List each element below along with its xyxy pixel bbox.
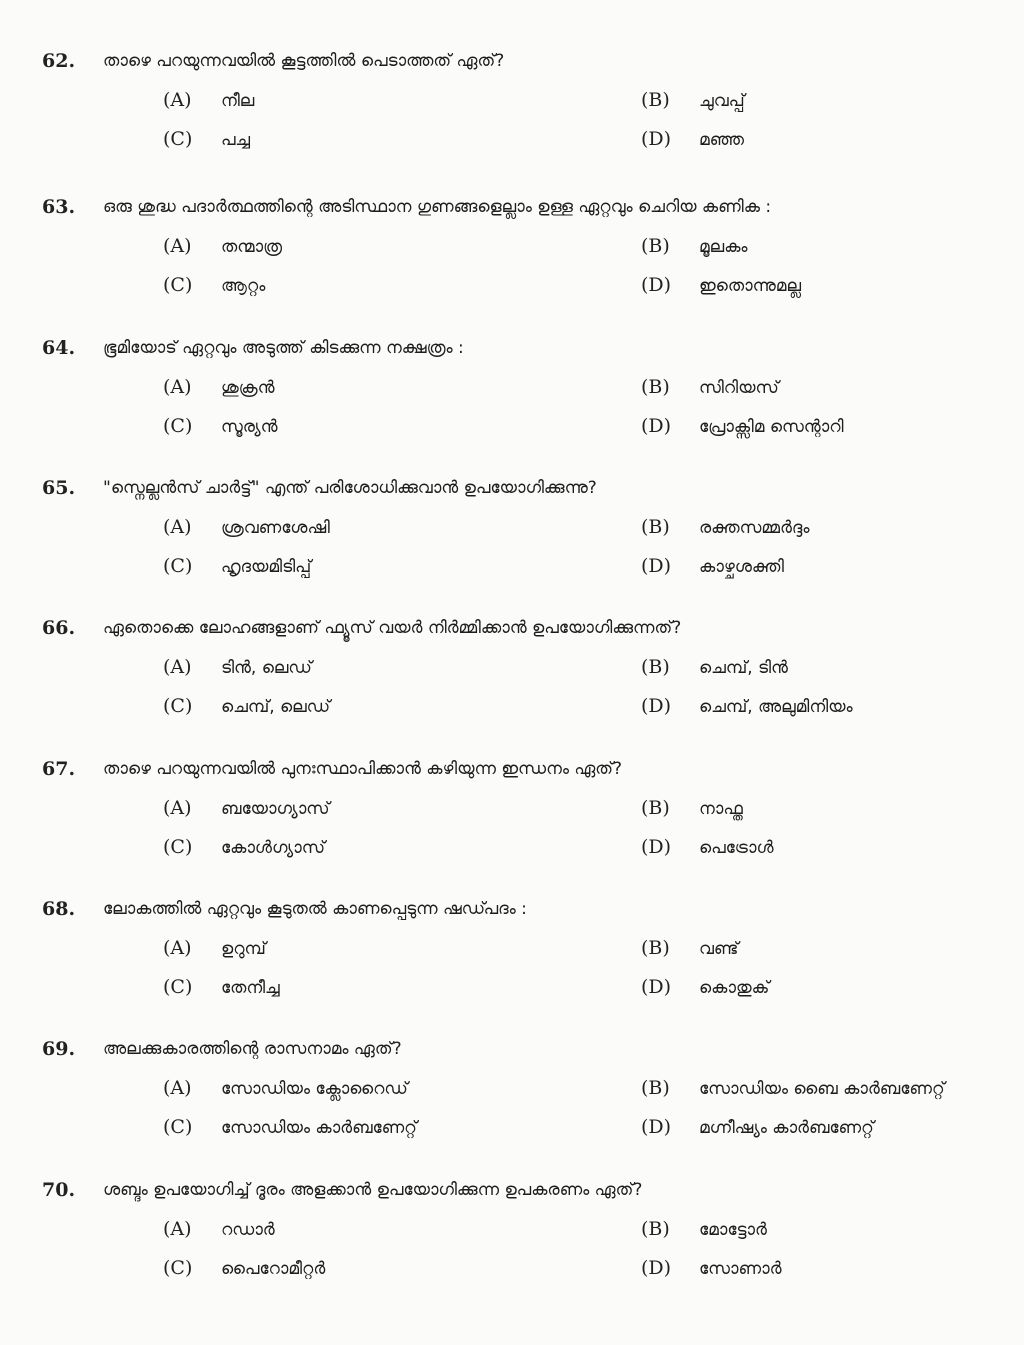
- option-letter: (B): [641, 1218, 670, 1240]
- question-64: [0, 335, 1024, 465]
- question-number: 65.: [42, 477, 76, 499]
- option-b: [641, 232, 748, 260]
- question-68: [0, 896, 1024, 1026]
- option-letter: (A): [163, 1218, 192, 1240]
- option-d: [641, 412, 844, 440]
- option-letter: (D): [641, 836, 672, 858]
- option-c: [163, 973, 280, 1001]
- option-c: [163, 692, 330, 720]
- question-number: 62.: [42, 50, 76, 72]
- option-d: [641, 271, 801, 299]
- option-letter: (C): [163, 695, 193, 717]
- question-66: [0, 615, 1024, 745]
- option-letter: (B): [641, 937, 670, 959]
- option-text: റഡാർ: [221, 1220, 275, 1240]
- question-65: [0, 475, 1024, 605]
- option-text: മഞ്ഞ: [699, 130, 745, 150]
- option-text: ഹൃദയമിടിപ്പ്: [221, 557, 312, 577]
- option-text: ശുക്രൻ: [221, 378, 275, 398]
- option-text: തേനീച്ച: [221, 978, 280, 998]
- option-text: കൊതുക്: [699, 978, 770, 998]
- option-letter: (C): [163, 415, 193, 437]
- option-a: [163, 1215, 275, 1243]
- option-b: [641, 86, 745, 114]
- option-text: സോഡിയം ക്ലോറൈഡ്: [221, 1079, 408, 1099]
- question-number: 68.: [42, 898, 76, 920]
- option-c: [163, 412, 278, 440]
- option-text: സോഡിയം കാർബണേറ്റ്: [221, 1118, 418, 1138]
- option-text: ടിൻ, ലെഡ്: [221, 658, 312, 678]
- option-letter: (B): [641, 89, 670, 111]
- question-62: [0, 48, 1024, 178]
- option-c: [163, 833, 325, 861]
- question-text: താഴെ പറയുന്നവയിൽ പുനഃസ്ഥാപിക്കാൻ കഴിയുന്ന ഇന്ധനം ഏത്?: [103, 759, 623, 779]
- option-text: ശ്രവണശേഷി: [221, 518, 330, 538]
- option-b: [641, 373, 779, 401]
- option-c: [163, 1113, 417, 1141]
- option-letter: (D): [641, 695, 672, 717]
- option-d: [641, 973, 769, 1001]
- option-letter: (C): [163, 1116, 193, 1138]
- option-c: [163, 125, 250, 153]
- option-d: [641, 1113, 874, 1141]
- option-text: സിറിയസ്: [699, 378, 779, 398]
- option-letter: (B): [641, 656, 670, 678]
- question-text: ഏതൊക്കെ ലോഹങ്ങളാണ് ഫ്യൂസ് വയർ നിർമ്മിക്കാൻ ഉപയോഗിക്കുന്നത്?: [103, 618, 682, 638]
- question-text: അലക്കുകാരത്തിന്റെ രാസനാമം ഏത്?: [103, 1039, 402, 1059]
- question-63: [0, 194, 1024, 324]
- option-a: [163, 232, 282, 260]
- option-text: ചെമ്പ്, ടിൻ: [699, 658, 788, 678]
- option-text: വണ്ട്: [699, 939, 739, 959]
- option-c: [163, 1254, 325, 1282]
- option-letter: (A): [163, 797, 192, 819]
- option-b: [641, 1074, 945, 1102]
- option-b: [641, 794, 743, 822]
- question-number: 66.: [42, 617, 76, 639]
- question-70: [0, 1177, 1024, 1307]
- option-letter: (D): [641, 976, 672, 998]
- option-text: തന്മാത്ര: [221, 237, 282, 257]
- option-letter: (A): [163, 376, 192, 398]
- option-text: ചെമ്പ്, ലെഡ്: [221, 697, 331, 717]
- option-text: ചെമ്പ്, അലുമിനിയം: [699, 697, 853, 717]
- option-text: ഉറുമ്പ്: [221, 939, 266, 959]
- option-text: ഇതൊന്നുമല്ല: [699, 276, 801, 296]
- option-a: [163, 86, 254, 114]
- option-text: സൂര്യൻ: [221, 417, 278, 437]
- option-text: സോണാർ: [699, 1259, 782, 1279]
- option-letter: (D): [641, 274, 672, 296]
- option-b: [641, 653, 788, 681]
- option-letter: (A): [163, 89, 192, 111]
- option-d: [641, 833, 774, 861]
- option-text: കാഴ്ചശക്തി: [699, 557, 784, 577]
- option-text: പെട്രോൾ: [699, 838, 774, 858]
- option-text: മോട്ടോർ: [699, 1220, 767, 1240]
- question-number: 64.: [42, 337, 76, 359]
- option-a: [163, 794, 330, 822]
- option-text: ചുവപ്പ്: [699, 91, 745, 111]
- option-text: മഗ്നീഷ്യം കാർബണേറ്റ്: [699, 1118, 874, 1138]
- question-text: ശബ്ദം ഉപയോഗിച്ച് ദൂരം അളക്കാൻ ഉപയോഗിക്കുന്ന ഉപകരണം ഏത്?: [103, 1180, 643, 1200]
- option-d: [641, 552, 784, 580]
- option-letter: (A): [163, 235, 192, 257]
- option-d: [641, 692, 853, 720]
- option-letter: (C): [163, 274, 193, 296]
- option-letter: (B): [641, 235, 670, 257]
- option-b: [641, 1215, 767, 1243]
- question-69: [0, 1036, 1024, 1166]
- option-text: നീല: [221, 91, 255, 111]
- option-letter: (C): [163, 128, 193, 150]
- option-letter: (D): [641, 128, 672, 150]
- option-a: [163, 513, 330, 541]
- option-text: പച്ച: [221, 130, 251, 150]
- option-letter: (B): [641, 516, 670, 538]
- option-letter: (D): [641, 555, 672, 577]
- question-number: 70.: [42, 1179, 76, 1201]
- option-d: [641, 1254, 782, 1282]
- question-text: "സ്നെല്ലൻസ് ചാർട്ട്" എന്ത് പരിശോധിക്കുവാൻ ഉപയോഗിക്കുന്നു?: [103, 478, 597, 498]
- question-text: ഒരു ശുദ്ധ പദാർത്ഥത്തിന്റെ അടിസ്ഥാന ഗുണങ്ങളെല്ലാം ഉള്ള ഏറ്റവും ചെറിയ കണിക :: [103, 197, 772, 217]
- question-number: 67.: [42, 758, 76, 780]
- option-letter: (A): [163, 1077, 192, 1099]
- question-number: 63.: [42, 196, 76, 218]
- question-text: ലോകത്തിൽ ഏറ്റവും കൂടുതൽ കാണപ്പെടുന്ന ഷഡ്പദം :: [103, 899, 527, 919]
- option-letter: (D): [641, 1116, 672, 1138]
- option-b: [641, 934, 738, 962]
- option-letter: (C): [163, 976, 193, 998]
- option-b: [641, 513, 810, 541]
- question-67: [0, 756, 1024, 886]
- question-text: താഴെ പറയുന്നവയിൽ കൂട്ടത്തിൽ പെടാത്തത് ഏത്?: [103, 51, 505, 71]
- option-letter: (B): [641, 797, 670, 819]
- option-letter: (B): [641, 376, 670, 398]
- option-letter: (C): [163, 1257, 193, 1279]
- option-text: നാഫ്ത: [699, 799, 743, 819]
- option-letter: (C): [163, 555, 193, 577]
- option-text: കോൾഗ്യാസ്: [221, 838, 326, 858]
- option-text: സോഡിയം ബൈ കാർബണേറ്റ്: [699, 1079, 945, 1099]
- option-a: [163, 653, 312, 681]
- option-text: മൂലകം: [699, 237, 748, 257]
- question-text: ഭൂമിയോട് ഏറ്റവും അടുത്ത് കിടക്കുന്ന നക്ഷത്രം :: [103, 338, 464, 358]
- option-a: [163, 1074, 408, 1102]
- option-c: [163, 552, 311, 580]
- option-letter: (A): [163, 516, 192, 538]
- option-text: രക്തസമ്മർദ്ദം: [699, 518, 810, 538]
- option-letter: (A): [163, 937, 192, 959]
- option-text: പ്രോക്സിമ സെന്റാറി: [699, 417, 844, 437]
- option-c: [163, 271, 265, 299]
- option-text: ബയോഗ്യാസ്: [221, 799, 330, 819]
- option-letter: (C): [163, 836, 193, 858]
- option-d: [641, 125, 744, 153]
- option-letter: (B): [641, 1077, 670, 1099]
- option-letter: (D): [641, 1257, 672, 1279]
- option-a: [163, 934, 266, 962]
- option-letter: (D): [641, 415, 672, 437]
- question-number: 69.: [42, 1038, 76, 1060]
- option-a: [163, 373, 275, 401]
- option-text: പൈറോമീറ്റർ: [221, 1259, 326, 1279]
- option-letter: (A): [163, 656, 192, 678]
- option-text: ആറ്റം: [221, 276, 266, 296]
